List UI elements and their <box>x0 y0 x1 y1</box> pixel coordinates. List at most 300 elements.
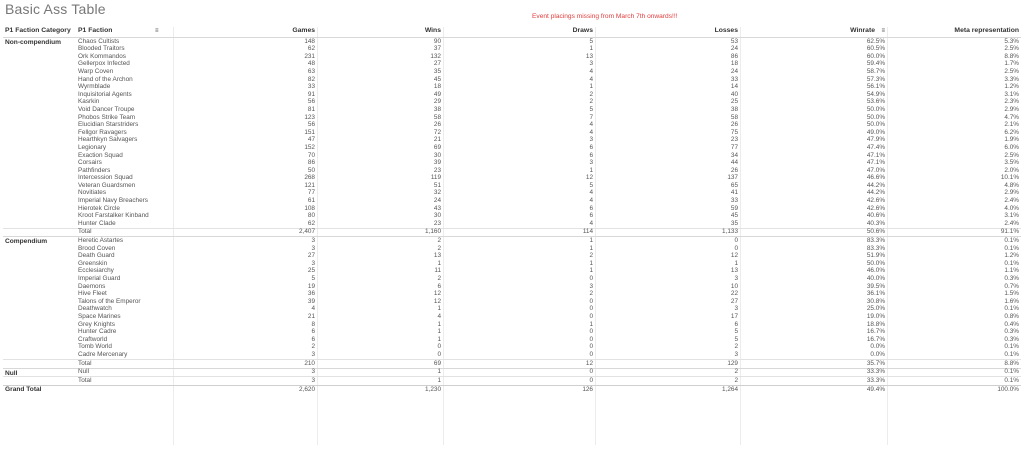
losses-cell: 1 <box>734 259 738 267</box>
games-cell: 39 <box>307 297 315 305</box>
faction-cell: Hunter Cadre <box>78 328 117 336</box>
meta-cell: 0.3% <box>1004 328 1019 336</box>
meta-cell: 1.2% <box>1004 83 1019 91</box>
games-cell: 108 <box>304 204 315 212</box>
meta-cell: 6.0% <box>1004 143 1019 151</box>
games-cell: 3 <box>311 368 315 376</box>
meta-cell: 0.8% <box>1004 312 1019 320</box>
losses-cell: 2 <box>734 368 738 376</box>
losses-cell: 26 <box>730 166 738 174</box>
draws-cell: 4 <box>589 67 593 75</box>
group-label: Non-compendium <box>5 39 62 46</box>
row-group <box>3 37 1021 236</box>
wins-cell: 27 <box>433 60 441 68</box>
winrate-cell: 36.1% <box>866 290 885 298</box>
meta-cell: 1.2% <box>1004 252 1019 260</box>
losses-cell: 1,133 <box>722 228 738 236</box>
table-header <box>3 27 1021 37</box>
losses-cell: 6 <box>734 320 738 328</box>
games-cell: 3 <box>311 376 315 384</box>
wins-cell: 72 <box>433 128 441 136</box>
faction-cell: Kasrkin <box>78 98 100 106</box>
winrate-cell: 83.3% <box>866 244 885 252</box>
games-cell: 50 <box>307 166 315 174</box>
draws-cell: 5 <box>589 37 593 45</box>
losses-cell: 75 <box>730 128 738 136</box>
losses-cell: 14 <box>730 83 738 91</box>
draws-cell: 2 <box>589 90 593 98</box>
table-row[interactable] <box>3 160 1021 168</box>
games-cell: 3 <box>311 244 315 252</box>
draws-cell: 2 <box>589 252 593 260</box>
draws-cell: 4 <box>589 197 593 205</box>
wins-cell: 38 <box>433 105 441 113</box>
losses-cell: 35 <box>730 219 738 227</box>
meta-cell: 0.1% <box>1004 259 1019 267</box>
meta-cell: 2.5% <box>1004 67 1019 75</box>
meta-cell: 0.3% <box>1004 275 1019 282</box>
losses-cell: 26 <box>730 121 738 129</box>
meta-cell: 0.1% <box>1004 237 1019 245</box>
faction-cell: Hand of the Archon <box>78 75 133 83</box>
wins-cell: 1 <box>437 259 441 267</box>
header-draws[interactable]: Draws <box>572 27 593 34</box>
draws-cell: 6 <box>589 151 593 159</box>
warning-note: Event placings missing from March 7th onwards!!! <box>532 13 678 20</box>
header-wins[interactable]: Wins <box>424 27 441 34</box>
winrate-cell: 16.7% <box>866 335 885 343</box>
header-winrate[interactable]: Winrate <box>850 27 875 34</box>
table-row[interactable] <box>3 313 1021 321</box>
losses-cell: 45 <box>730 212 738 220</box>
draws-cell: 0 <box>589 368 593 376</box>
draws-cell: 1 <box>589 259 593 267</box>
winrate-cell: 83.3% <box>866 237 885 245</box>
draws-cell: 4 <box>589 128 593 136</box>
meta-cell: 1.9% <box>1004 136 1019 144</box>
losses-cell: 27 <box>730 297 738 305</box>
meta-cell: 0.1% <box>1004 244 1019 252</box>
losses-cell: 65 <box>730 181 738 189</box>
games-cell: 2 <box>311 343 315 351</box>
wins-cell: 69 <box>433 143 441 151</box>
wins-cell: 4 <box>437 312 441 320</box>
meta-cell: 2.9% <box>1004 189 1019 197</box>
meta-cell: 2.0% <box>1004 166 1019 174</box>
draws-cell: 2 <box>589 290 593 298</box>
faction-cell: Null <box>78 368 90 376</box>
table-row[interactable] <box>3 106 1021 114</box>
games-cell: 210 <box>304 359 315 367</box>
faction-cell: Total <box>78 228 92 236</box>
winrate-cell: 50.0% <box>866 121 885 129</box>
draws-cell: 5 <box>589 105 593 113</box>
table-row[interactable] <box>3 344 1021 352</box>
draws-cell: 0 <box>589 376 593 384</box>
wins-cell: 1 <box>437 305 441 313</box>
games-cell: 61 <box>307 197 315 205</box>
games-cell: 2,407 <box>299 228 315 236</box>
winrate-cell: 39.5% <box>866 282 885 290</box>
table-row[interactable] <box>3 144 1021 152</box>
table-row[interactable] <box>3 237 1021 245</box>
winrate-cell: 40.3% <box>866 219 885 227</box>
winrate-cell: 50.6% <box>866 228 885 236</box>
draws-cell: 126 <box>582 386 593 394</box>
wins-cell: 2 <box>437 275 441 282</box>
winrate-cell: 44.2% <box>866 181 885 189</box>
losses-cell: 2 <box>734 376 738 384</box>
wins-cell: 2 <box>437 237 441 245</box>
losses-cell: 40 <box>730 90 738 98</box>
losses-cell: 24 <box>730 45 738 53</box>
wins-cell: 0 <box>437 350 441 358</box>
meta-cell: 100.0% <box>997 386 1019 394</box>
wins-cell: 23 <box>433 166 441 174</box>
draws-cell: 0 <box>589 297 593 305</box>
wins-cell: 6 <box>437 282 441 290</box>
losses-cell: 137 <box>727 174 738 182</box>
meta-cell: 0.7% <box>1004 282 1019 290</box>
winrate-cell: 46.0% <box>866 267 885 275</box>
meta-cell: 3.1% <box>1004 90 1019 98</box>
wins-cell: 32 <box>433 189 441 197</box>
grand-total-row <box>3 385 1021 395</box>
losses-cell: 33 <box>730 75 738 83</box>
draws-cell: 13 <box>585 52 593 60</box>
total-row[interactable] <box>3 376 1021 385</box>
losses-cell: 18 <box>730 60 738 68</box>
losses-cell: 2 <box>734 343 738 351</box>
faction-cell: Hunter Clade <box>78 219 116 227</box>
table-row[interactable] <box>3 220 1021 228</box>
faction-cell: Ecclesiarchy <box>78 267 114 275</box>
meta-cell: 3.3% <box>1004 75 1019 83</box>
games-cell: 47 <box>307 136 315 144</box>
losses-cell: 129 <box>727 359 738 367</box>
wins-cell: 29 <box>433 98 441 106</box>
meta-cell: 0.1% <box>1004 305 1019 313</box>
losses-cell: 24 <box>730 67 738 75</box>
faction-cell: Space Marines <box>78 312 121 320</box>
games-cell: 3 <box>311 350 315 358</box>
winrate-cell: 40.0% <box>866 275 885 282</box>
wins-cell: 51 <box>433 181 441 189</box>
winrate-cell: 47.9% <box>866 136 885 144</box>
table-row[interactable] <box>3 197 1021 205</box>
faction-cell: Imperial Guard <box>78 275 121 282</box>
wins-cell: 12 <box>433 290 441 298</box>
draws-cell: 4 <box>589 121 593 129</box>
wins-cell: 11 <box>434 267 441 275</box>
games-cell: 81 <box>307 105 315 113</box>
meta-cell: 10.1% <box>1000 174 1019 182</box>
winrate-cell: 0.0% <box>870 343 885 351</box>
winrate-cell: 44.2% <box>866 189 885 197</box>
draws-cell: 0 <box>589 305 593 313</box>
games-cell: 268 <box>304 174 315 182</box>
faction-cell: Kroot Farstalker Kinband <box>78 212 149 220</box>
winrate-cell: 53.6% <box>866 98 885 106</box>
header-games[interactable]: Games <box>292 27 315 34</box>
meta-cell: 8.8% <box>1004 359 1019 367</box>
draws-cell: 4 <box>589 189 593 197</box>
meta-cell: 6.2% <box>1004 128 1019 136</box>
winrate-cell: 42.6% <box>866 204 885 212</box>
winrate-cell: 60.0% <box>866 52 885 60</box>
draws-cell: 4 <box>589 75 593 83</box>
sort-icon[interactable]: ≡ <box>881 28 885 34</box>
faction-cell: Hive Fleet <box>78 290 107 298</box>
meta-cell: 2.5% <box>1004 45 1019 53</box>
meta-cell: 8.8% <box>1004 52 1019 60</box>
header-category[interactable]: P1 Faction Category <box>5 27 71 34</box>
faction-cell: Ork Kommandos <box>78 52 126 60</box>
wins-cell: 21 <box>433 136 441 144</box>
winrate-cell: 47.4% <box>866 143 885 151</box>
draws-cell: 0 <box>589 335 593 343</box>
winrate-cell: 59.4% <box>866 60 885 68</box>
losses-cell: 38 <box>730 105 738 113</box>
draws-cell: 7 <box>589 113 593 121</box>
losses-cell: 41 <box>730 189 738 197</box>
losses-cell: 0 <box>734 244 738 252</box>
games-cell: 33 <box>307 83 315 91</box>
faction-cell: Imperial Navy Breachers <box>78 197 148 205</box>
wins-cell: 39 <box>433 159 441 167</box>
page-title: Basic Ass Table <box>5 1 106 17</box>
winrate-cell: 58.7% <box>866 67 885 75</box>
winrate-cell: 57.3% <box>866 75 885 83</box>
losses-cell: 17 <box>730 312 738 320</box>
faction-cell: Inquisitorial Agents <box>78 90 132 98</box>
winrate-cell: 54.9% <box>866 90 885 98</box>
faction-cell: Chaos Cultists <box>78 37 120 45</box>
games-cell: 27 <box>307 252 315 260</box>
games-cell: 6 <box>311 328 315 336</box>
faction-cell: Craftworld <box>78 335 108 343</box>
losses-cell: 34 <box>730 151 738 159</box>
draws-cell: 2 <box>589 98 593 106</box>
faction-cell: Elucidian Starstriders <box>78 121 139 129</box>
games-cell: 3 <box>311 259 315 267</box>
draws-cell: 1 <box>589 267 593 275</box>
wins-cell: 90 <box>433 37 441 45</box>
faction-cell: Brood Coven <box>78 244 116 252</box>
draws-cell: 0 <box>589 312 593 320</box>
winrate-cell: 18.8% <box>866 320 885 328</box>
wins-cell: 1 <box>437 376 441 384</box>
meta-cell: 2.4% <box>1004 197 1019 205</box>
games-cell: 8 <box>311 320 315 328</box>
wins-cell: 43 <box>433 204 441 212</box>
grand-total-label: Grand Total <box>5 386 42 394</box>
losses-cell: 59 <box>730 204 738 212</box>
draws-cell: 12 <box>585 359 593 367</box>
faction-cell: Void Dancer Troupe <box>78 105 135 113</box>
meta-cell: 2.1% <box>1004 121 1019 129</box>
header-losses[interactable]: Losses <box>714 27 738 34</box>
wins-cell: 24 <box>433 197 441 205</box>
faction-cell: Warp Coven <box>78 67 114 75</box>
faction-cell: Tomb World <box>78 343 112 351</box>
faction-cell: Grey Knights <box>78 320 115 328</box>
wins-cell: 1,230 <box>425 386 441 394</box>
meta-cell: 0.1% <box>1004 376 1019 384</box>
meta-cell: 0.3% <box>1004 335 1019 343</box>
losses-cell: 22 <box>730 290 738 298</box>
winrate-cell: 56.1% <box>866 83 885 91</box>
wins-cell: 1 <box>437 368 441 376</box>
faction-cell: Gellerpox Infected <box>78 60 130 68</box>
meta-cell: 0.4% <box>1004 320 1019 328</box>
winrate-cell: 16.7% <box>866 328 885 336</box>
games-cell: 3 <box>311 237 315 245</box>
games-cell: 56 <box>307 98 315 106</box>
sort-icon[interactable]: ≡ <box>155 28 159 34</box>
losses-cell: 58 <box>730 113 738 121</box>
games-cell: 152 <box>304 143 315 151</box>
faction-cell: Novitiates <box>78 189 107 197</box>
losses-cell: 5 <box>734 328 738 336</box>
games-cell: 80 <box>307 212 315 220</box>
games-cell: 62 <box>307 45 315 53</box>
faction-cell: Talons of the Emperor <box>78 297 141 305</box>
header-faction[interactable]: P1 Faction <box>78 27 113 34</box>
wins-cell: 1 <box>437 335 441 343</box>
winrate-cell: 50.0% <box>866 113 885 121</box>
wins-cell: 12 <box>433 297 441 305</box>
winrate-cell: 47.1% <box>866 151 885 159</box>
total-row[interactable] <box>3 228 1021 237</box>
faction-cell: Total <box>78 359 92 367</box>
wins-cell: 1 <box>437 320 441 328</box>
draws-cell: 4 <box>589 219 593 227</box>
row-group <box>3 368 1021 385</box>
table-row[interactable] <box>3 336 1021 344</box>
winrate-cell: 42.6% <box>866 197 885 205</box>
draws-cell: 12 <box>585 174 593 182</box>
draws-cell: 3 <box>589 282 593 290</box>
faction-cell: Legionary <box>78 143 107 151</box>
meta-cell: 2.5% <box>1004 151 1019 159</box>
losses-cell: 3 <box>734 350 738 358</box>
winrate-cell: 49.0% <box>866 128 885 136</box>
draws-cell: 1 <box>589 83 593 91</box>
faction-cell: Pathfinders <box>78 166 111 174</box>
meta-cell: 5.3% <box>1004 37 1019 45</box>
meta-cell: 2.3% <box>1004 98 1019 106</box>
winrate-cell: 33.3% <box>866 368 885 376</box>
header-meta[interactable]: Meta representation <box>954 27 1019 34</box>
losses-cell: 33 <box>730 197 738 205</box>
total-row[interactable] <box>3 359 1021 368</box>
draws-cell: 1 <box>589 166 593 174</box>
games-cell: 77 <box>307 189 315 197</box>
draws-cell: 6 <box>589 143 593 151</box>
table-row[interactable] <box>3 275 1021 283</box>
wins-cell: 49 <box>433 90 441 98</box>
wins-cell: 58 <box>433 113 441 121</box>
group-label: Compendium <box>5 238 48 246</box>
faction-cell: Fellgor Ravagers <box>78 128 127 136</box>
wins-cell: 18 <box>433 83 441 91</box>
draws-cell: 0 <box>589 350 593 358</box>
losses-cell: 53 <box>730 37 738 45</box>
faction-cell: Hearthkyn Salvagers <box>78 136 138 144</box>
wins-cell: 45 <box>433 75 441 83</box>
games-cell: 21 <box>307 312 315 320</box>
faction-cell: Heretic Astartes <box>78 237 124 245</box>
losses-cell: 10 <box>730 282 738 290</box>
table-body <box>3 37 1021 395</box>
winrate-cell: 25.0% <box>866 305 885 313</box>
losses-cell: 3 <box>734 305 738 313</box>
games-cell: 2,620 <box>299 386 315 394</box>
meta-cell: 2.4% <box>1004 219 1019 227</box>
draws-cell: 1 <box>589 320 593 328</box>
meta-cell: 0.1% <box>1004 368 1019 376</box>
draws-cell: 1 <box>589 45 593 53</box>
faction-cell: Intercession Squad <box>78 174 133 182</box>
games-cell: 19 <box>307 282 315 290</box>
games-cell: 5 <box>311 275 315 282</box>
wins-cell: 35 <box>433 67 441 75</box>
losses-cell: 23 <box>730 136 738 144</box>
losses-cell: 12 <box>730 252 738 260</box>
winrate-cell: 50.0% <box>866 105 885 113</box>
row-group <box>3 236 1021 367</box>
winrate-cell: 40.6% <box>866 212 885 220</box>
table-row[interactable] <box>3 68 1021 76</box>
wins-cell: 132 <box>430 52 441 60</box>
winrate-cell: 35.7% <box>866 359 885 367</box>
wins-cell: 37 <box>433 45 441 53</box>
data-table <box>3 27 1021 394</box>
games-cell: 62 <box>307 219 315 227</box>
winrate-cell: 50.0% <box>866 259 885 267</box>
games-cell: 91 <box>307 90 315 98</box>
draws-cell: 0 <box>589 328 593 336</box>
wins-cell: 23 <box>433 219 441 227</box>
faction-cell: Corsairs <box>78 159 102 167</box>
losses-cell: 25 <box>730 98 738 106</box>
faction-cell: Daemons <box>78 282 106 290</box>
winrate-cell: 33.3% <box>866 376 885 384</box>
table-row[interactable] <box>3 351 1021 359</box>
wins-cell: 1 <box>437 328 441 336</box>
faction-cell: Exaction Squad <box>78 151 123 159</box>
faction-cell: Deathwatch <box>78 305 112 313</box>
meta-cell: 4.7% <box>1004 113 1019 121</box>
losses-cell: 5 <box>734 335 738 343</box>
meta-cell: 91.1% <box>1000 228 1019 236</box>
meta-cell: 1.6% <box>1004 297 1019 305</box>
wins-cell: 119 <box>430 174 441 182</box>
faction-cell: Blooded Traitors <box>78 45 125 53</box>
meta-cell: 1.7% <box>1004 60 1019 68</box>
winrate-cell: 49.4% <box>866 386 885 394</box>
games-cell: 63 <box>307 67 315 75</box>
wins-cell: 30 <box>433 212 441 220</box>
table-row[interactable] <box>3 369 1021 377</box>
meta-cell: 3.1% <box>1004 212 1019 220</box>
winrate-cell: 47.0% <box>866 166 885 174</box>
draws-cell: 0 <box>589 275 593 282</box>
table-row[interactable] <box>3 122 1021 130</box>
group-label: Null <box>5 369 18 377</box>
games-cell: 123 <box>304 113 315 121</box>
